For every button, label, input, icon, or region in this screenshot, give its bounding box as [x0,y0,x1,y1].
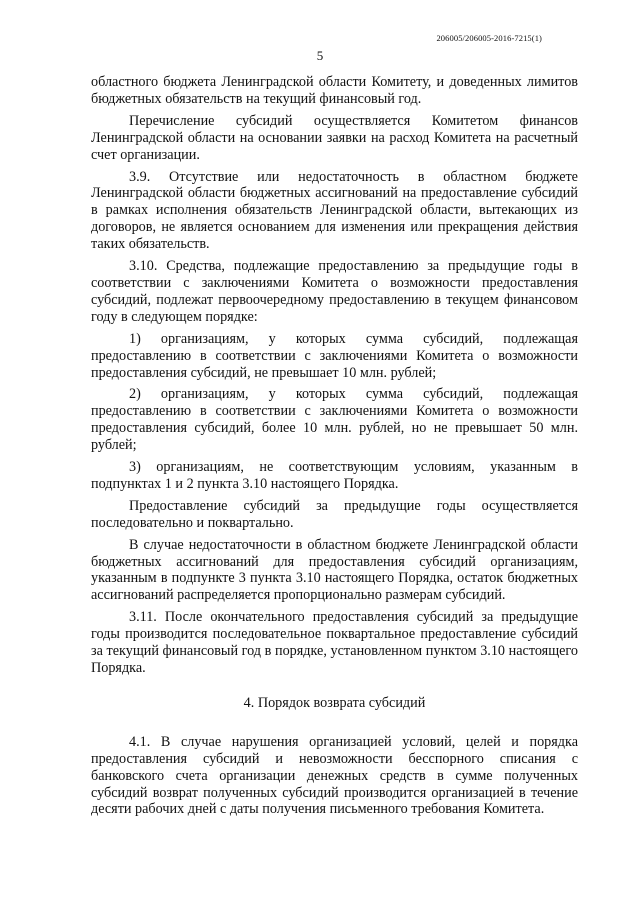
paragraph: областного бюджета Ленинградской области Комитету, и доведенных лимитов бюджетных обязательств на текущий финансовый год. [91,74,578,107]
paragraph: Перечисление субсидий осуществляется Комитетом финансов Ленинградской области на основании заявки на расход Комитета на расчетный счет организации. [91,112,578,163]
list-item: 2) организациям, у которых сумма субсидий, подлежащая предоставлению в соответствии с заключениями Комитета о возможности предоставления субсидий, более 10 млн. рублей, но не превышает 50 млн. рублей; [91,386,578,454]
paragraph: В случае недостаточности в областном бюджете Ленинградской области бюджетных ассигнований для предоставления субсидий организациям, указанным в подпункте 3 пункта 3.10 настоящего Порядка, остаток бюджетных ассигнований распределяется пропорционально размерам субсидий. [91,536,578,604]
paragraph: 3.10. Средства, подлежащие предоставлению за предыдущие годы в соответствии с заключениями Комитета о возможности предоставления субсидий, подлежат первоочередному предоставлению в текущем финансовом году в следующем порядке: [91,258,578,325]
list-item: 1) организациям, у которых сумма субсидий, подлежащая предоставлению в соответствии с заключениями Комитета о возможности предоставления субсидий, не превышает 10 млн. рублей; [91,330,578,381]
paragraph: 3.11. После окончательного предоставления субсидий за предыдущие годы производится последовательное поквартальное предоставление субсидий за текущий финансовый год в порядке, установленном пунктом 3.10 настоящего Порядка. [91,609,578,676]
paragraph: 3.9. Отсутствие или недостаточность в областном бюджете Ленинградской области бюджетных ассигнований на предоставление субсидий в рамках исполнения обязательств Ленинградской области, вытекающих из договоров, не является основанием для изменения или прекращения действия таких обязательств. [91,168,578,253]
document-id: 206005/206005-2016-7215(1) [436,33,542,43]
paragraph: 4.1. В случае нарушения организацией условий, целей и порядка предоставления субсидий и невозможности бесспорного списания с банковского счета организации денежных средств в сумме полученных субсидий возврат полученных субсидий производится организацией в течение десяти рабочих дней с даты получения письменного требования Комитета. [91,733,578,818]
page-number: 5 [316,48,324,63]
document-body [91,74,578,818]
paragraph: Предоставление субсидий за предыдущие годы осуществляется последовательно и поквартально. [91,497,578,531]
section-heading: 4. Порядок возврата субсидий [243,694,426,711]
list-item: 3) организациям, не соответствующим условиям, указанным в подпунктах 1 и 2 пункта 3.10 настоящего Порядка. [91,459,578,492]
